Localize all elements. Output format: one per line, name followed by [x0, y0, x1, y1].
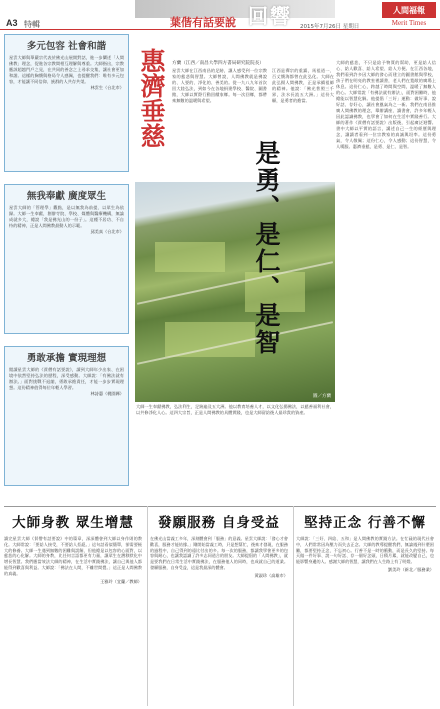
bottom-author-3: 劉美玲（新北／服務業） — [387, 566, 434, 572]
bottom-author-1: 王雅玲（宜蘭／教師） — [100, 578, 142, 584]
column-divider — [147, 506, 148, 706]
bottom-body-3: 大師說：「三好、四給、五和」是人間佛教的實踐方法。在忙碌的現代社會中，人們常常因為壓力而失去正念。大師的教導提醒我們，無論遇到什麼困難，都要堅持正念，不忘初心。行善不是一時的衝動，而是長久的堅持。每天做一件好事、說一句好話、存一個好念頭，日積月累，就能改變自己，也能影響身邊的人。感謝大師的智慧，讓我們在人生路上有了明燈。 — [296, 536, 434, 565]
letter-box-1 — [4, 34, 129, 172]
letter-author-1: 林雲生（台北市） — [90, 85, 124, 90]
letter-author-3: 林詩惠（桃園縣） — [90, 391, 124, 396]
column-divider — [293, 506, 294, 706]
letter-title-2: 無我奉獻 廣度眾生 — [26, 191, 107, 202]
article-part-b: 江西是禪宗的重鎮，馬祖道一、百丈懷海都曾在此弘化。大師在此弘揚人間佛教，正是承續祖師的精神。他說：「佛光普照三千界，法水長流五大洲。」這份大願，是勇者的擔當。 — [272, 68, 334, 103]
column-title-small: 葉偕有話要說 — [170, 16, 236, 29]
article-part-a: 星雲大師在江西南昌的足跡，讓人感受到一位宗教家的慈悲與智慧。大師曾說，人間佛教就是佛說的、人要的、淨化的、善美的。從一九八九年首次回大陸弘法，到如今在各地捐建學校、醫院、圖書館，大師以實際行動回饋家鄉。每一次回鄉，都帶來無數的溫暖與希望。 — [172, 68, 267, 103]
bottom-article-2 — [150, 511, 288, 579]
left-column — [4, 34, 129, 504]
bottom-article-1 — [4, 511, 142, 584]
issue-date: 2015年7月26日 星期日 — [300, 24, 360, 30]
letter-title-1: 多元包容 社會和諧 — [26, 41, 107, 52]
photo-credit: 圖／方蘭 — [313, 394, 331, 399]
bottom-title-1: 大師身教 眾生增慧 — [12, 515, 134, 531]
newspaper-logo: 人間福報 — [382, 2, 436, 18]
article-part-c: 大師的慈悲，不只是給予物質的幫助，更是給人信心、給人歡喜、給人希望、給人方便。在江西各地，我們看到許多因大師的發心而建立的圖書館與學校，孩子們在明亮的教室裡讀書，老人們在寬敞的廣場上休息。這份仁心，跨越了時間與空間，溫暖了無數人的心。大師常說「有佛法就有辦法」，面對困難時，他總能以智慧化解。他提倡「三好」運動：做好事、說好話、存好心，讓社會風氣為之一新。我們在南昌推廣人間佛教的理念，舉辦講座、讀書會，許多年輕人因此認識佛教，也學會了如何在生活中實踐善行。大師的著作《貧僧有話要說》出版後，引起廣泛迴響。書中大師以平實的語言，講述自己一生的經歷與理念，讓讀者看到一位宗教家的真誠與坦率。這份勇氣，令人敬佩；這份仁心，令人感動；這份智慧，令人嘆服。惠濟垂慈，是勇、是仁、是智。 — [336, 60, 436, 149]
letter-box-2 — [4, 184, 129, 334]
bottom-author-2: 黃淑珍（高雄市） — [254, 572, 288, 578]
headline-red: 惠濟垂慈 — [137, 48, 166, 148]
headline-black: 是勇、是仁、是智 — [252, 140, 281, 356]
bottom-title-3: 堅持正念 行善不懈 — [304, 515, 426, 531]
letter-author-2: 邱美真（台北市） — [90, 229, 124, 234]
section-name: 特輯 — [24, 20, 40, 29]
letter-body-1: 星雲大師與華嚴宗代表於佛光山展開對話，進一步闡述「人間佛教」理念，促進各宗教間相互理解與尊重。大師指出，宗教應該超越門戶之見，在共同的善念之上尋求交集，讓社會更加和諧。這樣的胸懷與格局令人感佩，也提醒我們：唯有多元包容，才能讓不同信仰、族群的人共存共榮。 — [9, 55, 124, 84]
article-author: 方蘭（江西／南昌大學四方書局研究院院長） — [172, 61, 264, 66]
bottom-body-2: 在佛光山當義工多年，深刻體會到「服務」的意義。星雲大師說：「發心才會歡喜，服務才能結緣。」剛開始當義工時，只是想幫忙，後來才發現，在服務的過程中，自己得到的遠比付出的多。每一次的服務，都讓我學會更多的包容與耐心，也讓我認識了許多志同道合的朋友。大師提倡的「人間佛教」，就是要我們在日常生活中實踐佛法，在服務他人的同時，也成就自己的道業。發願服務，自身受益，這是我最深的體會。 — [150, 536, 288, 570]
page-header — [0, 0, 440, 30]
landscape-photo — [135, 182, 335, 402]
bottom-article-3 — [296, 511, 434, 573]
letter-body-2: 星雲大師的「管理學」觀點，是以無我為前提、以眾生為依歸。大師一生奉獻，創辦寺院、學校、媒體與醫療機構，無論成就多大，總說「我是佛光山的一份子」。這種不居功、不自恃的精神，正是人間佛教最動人的示範。 — [9, 205, 124, 228]
column-title-big: 回響 — [248, 4, 292, 28]
article-part-d: 大師一生奉獻佛教，弘法利生，足跡遍及五大洲。他以教育培養人才，以文化弘揚佛法，以慈善福利社會，以共修淨化人心。這四大宗旨，正是人間佛教的具體實踐，也是大師留給後人最珍貴的資產。 — [136, 404, 334, 415]
page-number: A3 — [6, 18, 18, 28]
letter-box-3 — [4, 346, 129, 486]
bottom-body-1: 讀完星雲大師《貧僧有話要說》中的篇章，深深體會到大師以身作則的教化。大師常說：「要給人接受，不要給人拒絕。」這句話看似簡單，卻需要極大的修養。大師一生遇到無數的困難與誤解，但他總是以包容的心面對，以慈悲的心化解。大師的身教，比任何言語都更有力量，讓眾生在潛移默化中增長智慧。我們應當效法大師的精神，在生活中實踐佛法，讓自己與他人都能得到歡喜與利益。大師說：「佛法在人間，不離世間覺。」這正是人間佛教的真義。 — [4, 536, 142, 576]
bottom-title-2: 發願服務 自身受益 — [158, 515, 280, 531]
letter-title-3: 勇敢承擔 實現理想 — [26, 353, 107, 364]
letter-body-3: 閱讀星雲大師的《貧僧有話要說》，讀到大師年少出家、在困境中依然堅持弘法的歷程，深受感動。大師說：「有佛法就有辦法。」面對挑戰不退縮，勇敢承擔責任，才能一步步實現理想。這份精神值得每位年輕人學習。 — [9, 367, 124, 390]
bottom-section — [4, 506, 436, 706]
newspaper-logo-en: Merit Times — [391, 19, 427, 27]
